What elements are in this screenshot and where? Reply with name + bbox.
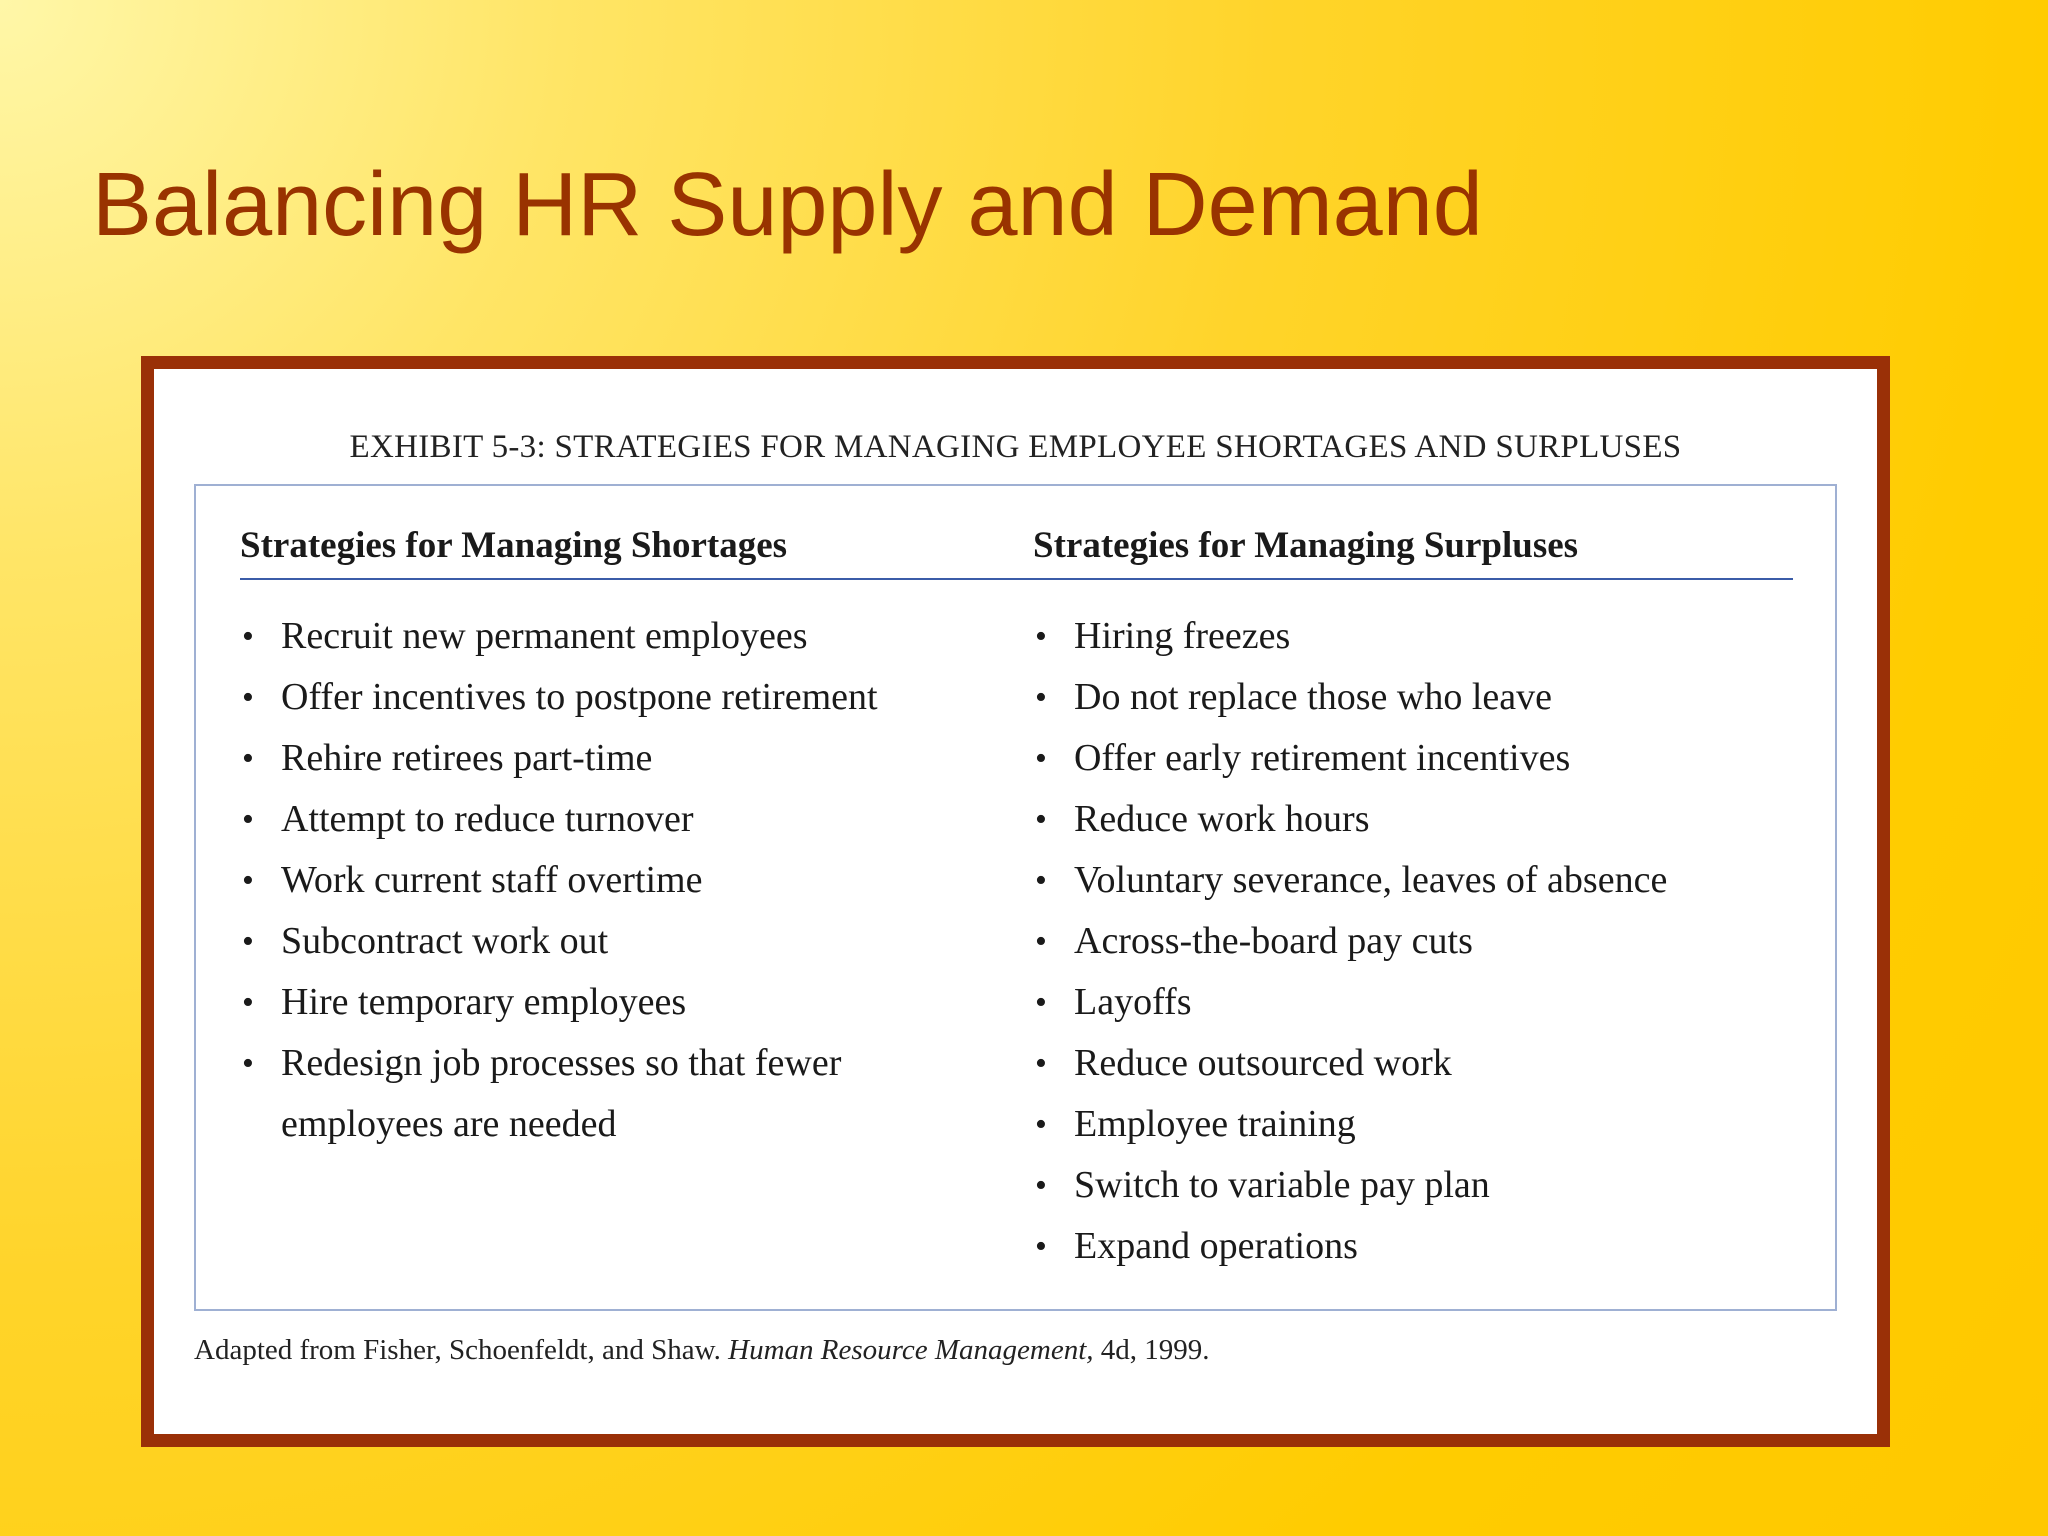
bullet-icon: •: [1035, 1228, 1047, 1265]
footnote-authors: Adapted from Fisher, Schoenfeldt, and Shaw.: [194, 1334, 721, 1366]
shortages-list: [240, 606, 961, 1155]
bullet-icon: •: [1035, 618, 1047, 655]
list-item: • Layoffs: [1033, 972, 1667, 1033]
list-item: • Across-the-board pay cuts: [1033, 911, 1667, 972]
list-item: • Voluntary severance, leaves of absence: [1033, 850, 1667, 911]
list-item: • Do not replace those who leave: [1033, 667, 1667, 728]
bullet-icon: •: [1035, 862, 1047, 899]
list-item: • Subcontract work out: [240, 911, 961, 972]
bullet-icon: •: [1035, 1167, 1047, 1204]
source-footnote: [194, 1334, 1210, 1367]
exhibit-heading: EXHIBIT 5-3: STRATEGIES FOR MANAGING EMPLOYEE SHORTAGES AND SURPLUSES: [349, 429, 1682, 465]
list-item: • Hire temporary employees: [240, 972, 961, 1033]
list-item: • Employee training: [1033, 1094, 1667, 1155]
bullet-icon: •: [242, 862, 254, 899]
bullet-icon: •: [1035, 1106, 1047, 1143]
bullet-icon: •: [1035, 1045, 1047, 1082]
list-item: • Redesign job processes so that fewer employees are needed: [240, 1033, 961, 1155]
footnote-book-title: Human Resource Management,: [728, 1334, 1094, 1366]
bullet-icon: •: [242, 923, 254, 960]
bullet-icon: •: [1035, 740, 1047, 777]
list-item: • Reduce outsourced work: [1033, 1033, 1667, 1094]
list-item: • Offer incentives to postpone retirement: [240, 667, 961, 728]
list-item: • Hiring freezes: [1033, 606, 1667, 667]
slide-title: Balancing HR Supply and Demand: [92, 155, 1483, 255]
list-item: • Reduce work hours: [1033, 789, 1667, 850]
list-item: • Offer early retirement incentives: [1033, 728, 1667, 789]
bullet-icon: •: [1035, 801, 1047, 838]
header-divider: [240, 578, 1793, 580]
list-item: • Work current staff overtime: [240, 850, 961, 911]
list-item: • Attempt to reduce turnover: [240, 789, 961, 850]
bullet-icon: •: [1035, 984, 1047, 1021]
exhibit-frame: [141, 356, 1890, 1447]
strategies-table: [194, 484, 1837, 1311]
list-item: • Switch to variable pay plan: [1033, 1155, 1667, 1216]
surpluses-list: [1033, 606, 1667, 1277]
surpluses-header: Strategies for Managing Surpluses: [1033, 525, 1579, 566]
bullet-icon: •: [1035, 679, 1047, 716]
bullet-icon: •: [242, 618, 254, 655]
list-item: • Expand operations: [1033, 1216, 1667, 1277]
bullet-icon: •: [242, 801, 254, 838]
bullet-icon: •: [242, 1045, 254, 1082]
list-item: • Rehire retirees part-time: [240, 728, 961, 789]
bullet-icon: •: [242, 679, 254, 716]
bullet-icon: •: [242, 984, 254, 1021]
list-item: • Recruit new permanent employees: [240, 606, 961, 667]
bullet-icon: •: [242, 740, 254, 777]
bullet-icon: •: [1035, 923, 1047, 960]
footnote-edition: 4d, 1999.: [1100, 1334, 1210, 1366]
shortages-header: Strategies for Managing Shortages: [240, 525, 788, 566]
